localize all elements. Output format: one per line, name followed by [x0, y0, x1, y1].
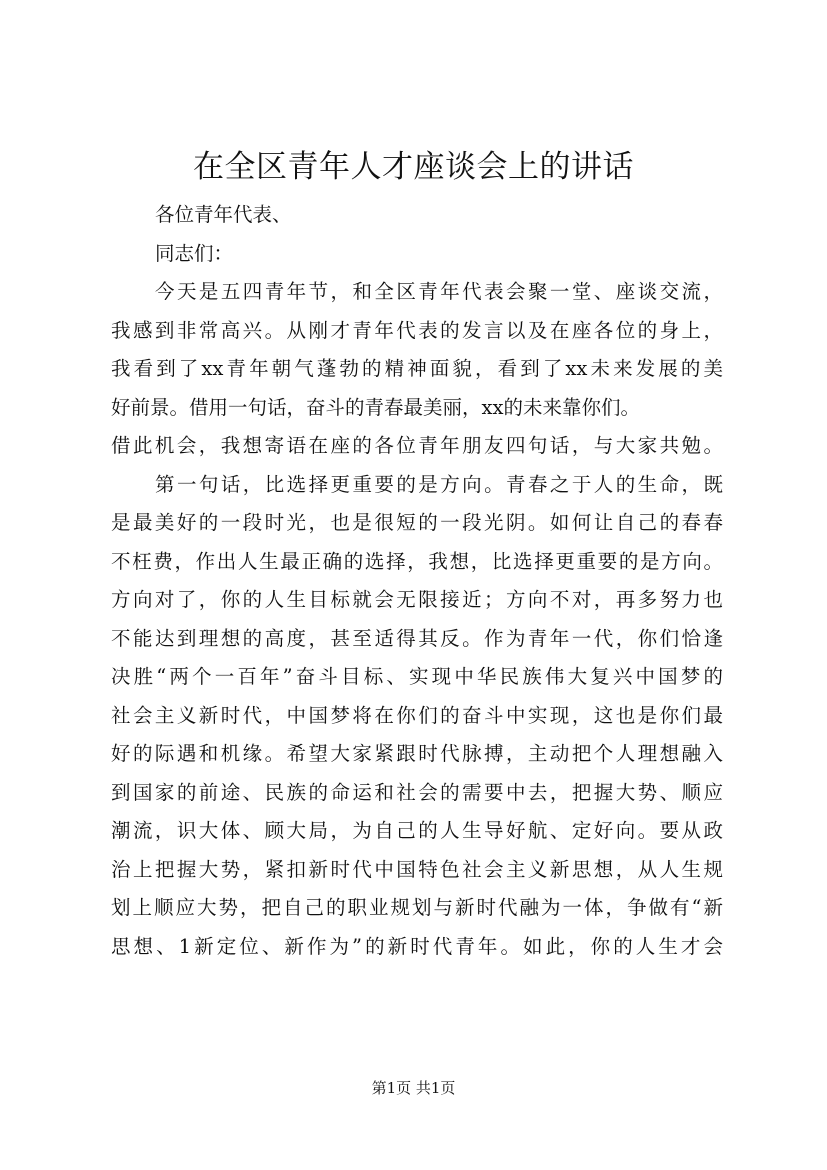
- paragraph-line: 潮流，识大体、顾大局，为自己的人生导好航、定好向。要从政: [111, 819, 723, 842]
- salutation-line: 同志们：: [155, 241, 234, 265]
- paragraph-line: 决胜“两个一百年”奋斗目标、实现中华民族伟大复兴中国梦的: [111, 665, 723, 688]
- paragraph-line: 划上顺应大势，把自己的职业规划与新时代融为一体，争做有“新: [111, 896, 723, 919]
- paragraph-line: 好的际遇和机缘。希望大家紧跟时代脉搏，主动把个人理想融入: [111, 742, 723, 765]
- paragraph-line: 是最美好的一段时光，也是很短的一段光阴。如何让自己的春春: [111, 511, 723, 534]
- paragraph-line: 到国家的前途、民族的命运和社会的需要中去，把握大势、顺应: [111, 780, 723, 804]
- paragraph-line: 治上把握大势，紧扣新时代中国特色社会主义新思想，从人生规: [111, 857, 723, 881]
- paragraph-line: 借此机会，我想寄语在座的各位青年朋友四句话，与大家共勉。: [111, 434, 723, 457]
- document-title: 在全区青年人才座谈会上的讲话: [193, 149, 634, 185]
- paragraph-line: 方向对了，你的人生目标就会无限接近；方向不对，再多努力也: [111, 588, 723, 611]
- paragraph-line: 今天是五四青年节，和全区青年代表会聚一堂、座谈交流，: [155, 280, 723, 303]
- paragraph-line: 我看到了xx青年朝气蓬勃的精神面貌，看到了xx未来发展的美: [111, 357, 723, 380]
- paragraph-line: 第一句话，比选择更重要的是方向。青春之于人的生命，既: [155, 472, 723, 496]
- paragraph-line: 思想、1新定位、新作为”的新时代青年。如此，你的人生才会: [111, 934, 723, 958]
- paragraph-line: 不枉费，作出人生最正确的选择，我想，比选择更重要的是方向。: [111, 549, 723, 573]
- paragraph-line: 好前景。借用一句话，奋斗的青春最美丽，xx的未来靠你们。: [111, 395, 640, 419]
- paragraph-line: 我感到非常高兴。从刚才青年代表的发言以及在座各位的身上，: [111, 318, 723, 342]
- document-body: [111, 196, 723, 966]
- paragraph-line: 不能达到理想的高度，甚至适得其反。作为青年一代，你们恰逢: [111, 626, 723, 650]
- paragraph-line: 社会主义新时代，中国梦将在你们的奋斗中实现，这也是你们最: [111, 703, 723, 727]
- page-footer: 第1页 共1页: [371, 1079, 456, 1097]
- salutation-line: 各位青年代表、: [155, 203, 292, 226]
